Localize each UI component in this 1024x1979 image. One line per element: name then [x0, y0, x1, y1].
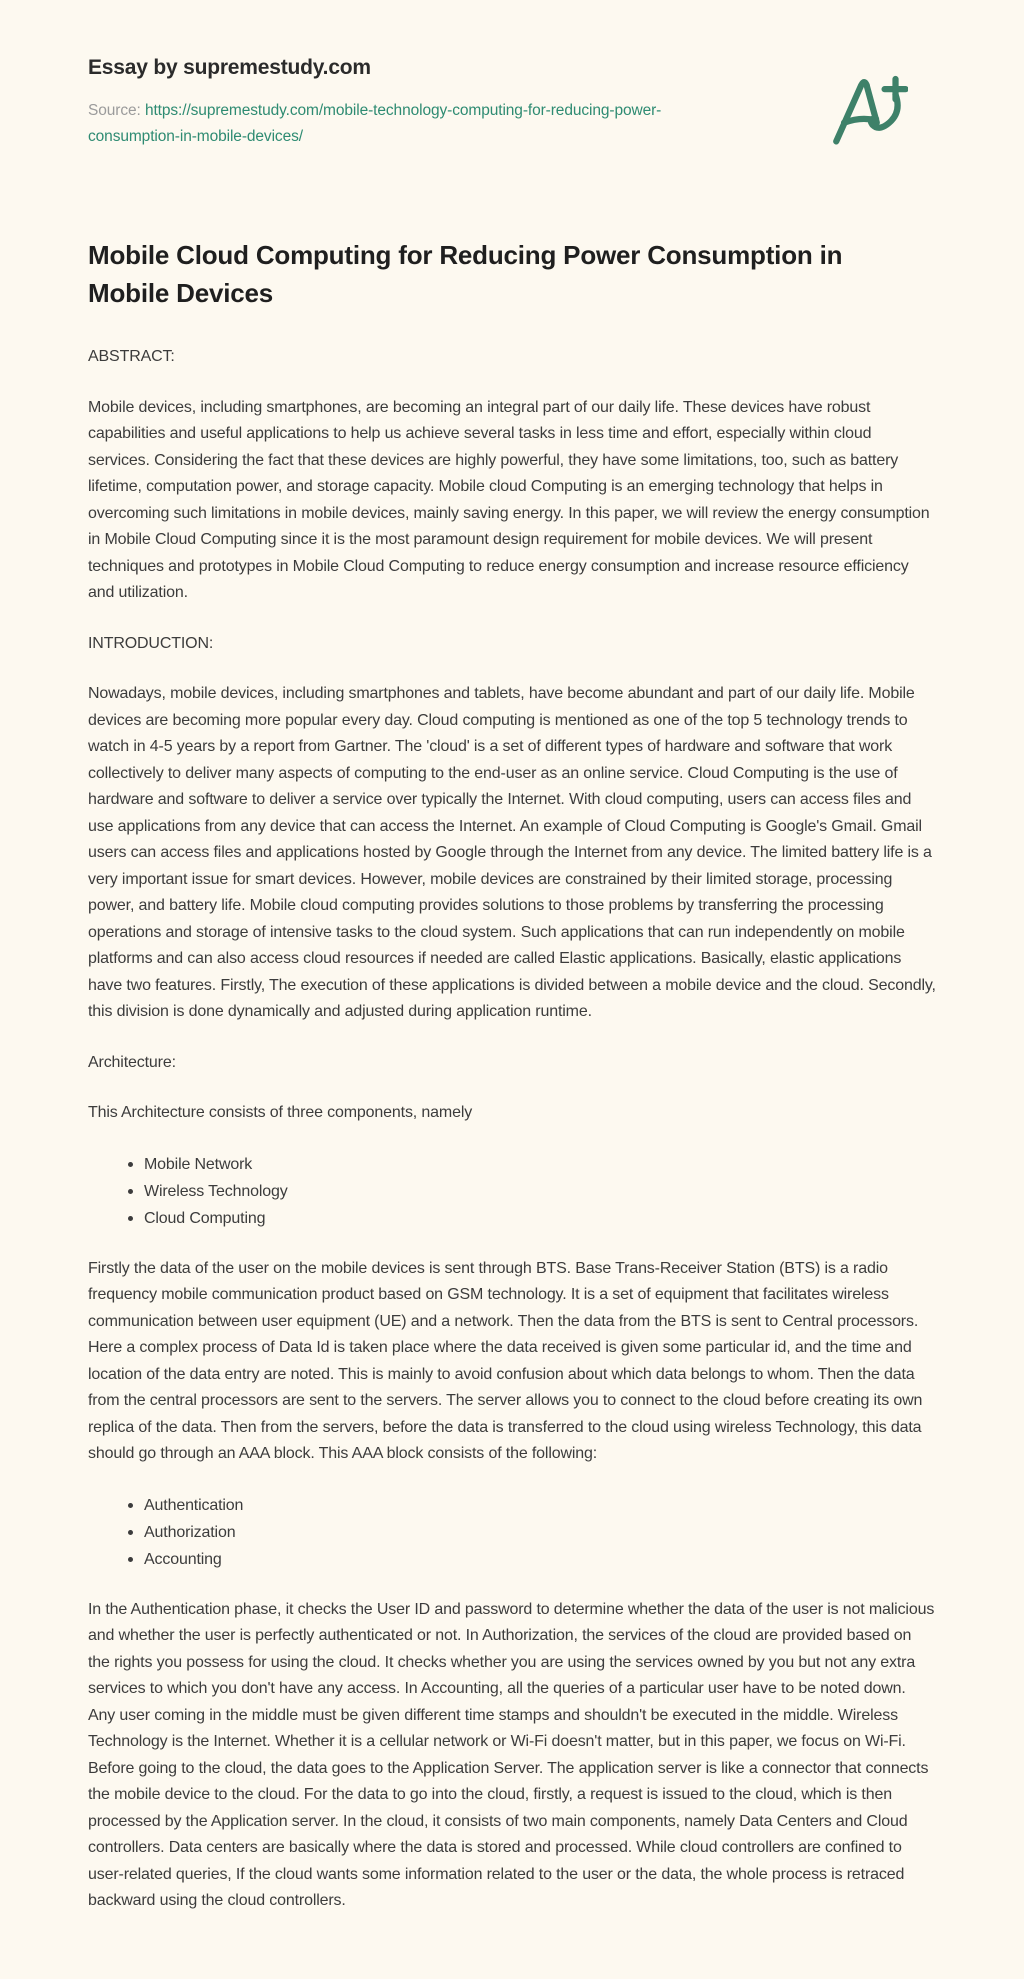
a-plus-swoosh-logo-icon: [830, 70, 908, 152]
list-item: Authentication: [128, 1492, 936, 1519]
list-item: Wireless Technology: [128, 1178, 936, 1205]
bts-flow-paragraph: Firstly the data of the user on the mobile devices is sent through BTS. Base Trans-Receiver Station (BTS) is a radio frequency mobile communication product based on GSM technology. It is a set of equipment that facilitates wireless communication between user equipment (UE) and a network. Then the data from the BTS is sent to Central processors. Here a complex process of Data Id is taken place where the data received is given some particular id, and the time and location of the data entry are noted. This is mainly to avoid confusion about which data belongs to whom. Then the data from the central processors are sent to the servers. The server allows you to connect to the cloud before creating its own replica of the data. Then from the servers, before the data is transferred to the cloud using wireless Technology, this data should go through an AAA block. This AAA block consists of the following:: [88, 1259, 923, 1462]
aaa-detail-paragraph: In the Authentication phase, it checks the User ID and password to determine whether the data of the user is not malicious and whether the user is perfectly authenticated or not. In Authorization, the services of the cloud are provided based on the rights you possess for using the cloud. It checks whether you are using the services owned by you but not any extra services to which you don't have any access. In Accounting, all the queries of a particular user have to be noted down. Any user coming in the middle must be given different time stamps and shouldn't be executed in the middle. Wireless Technology is the Internet. Whether it is a cellular network or Wi-Fi doesn't matter, but in this paper, we focus on Wi-Fi. Before going to the cloud, the data goes to the Application Server. The application server is like a connector that connects the mobile device to the cloud. For the data to go into the cloud, firstly, a request is issued to the cloud, which is then processed by the Application server. In the cloud, it consists of two main components, namely Data Centers and Cloud controllers. Data centers are basically where the data is stored and processed. While cloud controllers are confined to user-related queries, If the cloud wants some information related to the user or the data, the whole process is retraced backward using the cloud controllers.: [88, 1600, 935, 1909]
article: [88, 236, 936, 1915]
architecture-intro-paragraph: This Architecture consists of three components, namely: [88, 1104, 473, 1121]
abstract-paragraph: Mobile devices, including smartphones, are becoming an integral part of our daily life. These devices have robust capabilities and useful applications to help us achieve several tasks in less time and effort, especially within cloud services. Considering the fact that these devices are highly powerful, they have some limitations, too, such as battery lifetime, computation power, and storage capacity. Mobile cloud Computing is an emerging technology that helps in overcoming such limitations in mobile devices, mainly saving energy. In this paper, we will review the energy consumption in Mobile Cloud Computing since it is the most paramount design requirement for mobile devices. We will present techniques and prototypes in Mobile Cloud Computing to reduce energy consumption and increase resource efficiency and utilization.: [88, 398, 930, 601]
introduction-paragraph: Nowadays, mobile devices, including smartphones and tablets, have become abundant and part of our daily life. Mobile devices are becoming more popular every day. Cloud computing is mentioned as one of the top 5 technology trends to watch in 4-5 years by a report from Gartner. The 'cloud' is a set of different types of hardware and software that work collectively to deliver many aspects of computing to the end-user as an online service. Cloud Computing is the use of hardware and software to deliver a service over typically the Internet. With cloud computing, users can access files and use applications from any device that can access the Internet. An example of Cloud Computing is Google's Gmail. Gmail users can access files and applications hosted by Google through the Internet from any device. The limited battery life is a very important issue for smart devices. However, mobile devices are constrained by their limited storage, processing power, and battery life. Mobile cloud computing provides solutions to those problems by transferring the processing operations and storage of intensive tasks to the cloud system. Such applications that can run independently on mobile platforms and can also access cloud resources if needed are called Elastic applications. Basically, elastic applications have two features. Firstly, The execution of these applications is divided between a mobile device and the cloud. Secondly, this division is done dynamically and adjusted during application runtime.: [88, 685, 936, 1020]
header-title: Essay by supremestudy.com: [88, 56, 371, 79]
list-item: Accounting: [128, 1546, 936, 1573]
aaa-block-list: [88, 1492, 936, 1573]
article-title: Mobile Cloud Computing for Reducing Power Consumption in Mobile Devices: [88, 240, 843, 308]
list-item: Mobile Network: [128, 1151, 936, 1178]
list-item: Cloud Computing: [128, 1205, 936, 1232]
source-label: Source:: [88, 102, 145, 119]
source-link[interactable]: https://supremestudy.com/mobile-technology-computing-for-reducing-power-consumption-in-mobile-devices/: [88, 102, 662, 145]
section-heading-abstract: ABSTRACT:: [88, 348, 175, 365]
section-heading-introduction: INTRODUCTION:: [88, 634, 214, 652]
architecture-components-list: [88, 1151, 936, 1232]
document-header: [88, 56, 936, 150]
list-item: Authorization: [128, 1519, 936, 1546]
section-heading-architecture: Architecture:: [88, 1053, 176, 1071]
source-line: [88, 98, 718, 150]
